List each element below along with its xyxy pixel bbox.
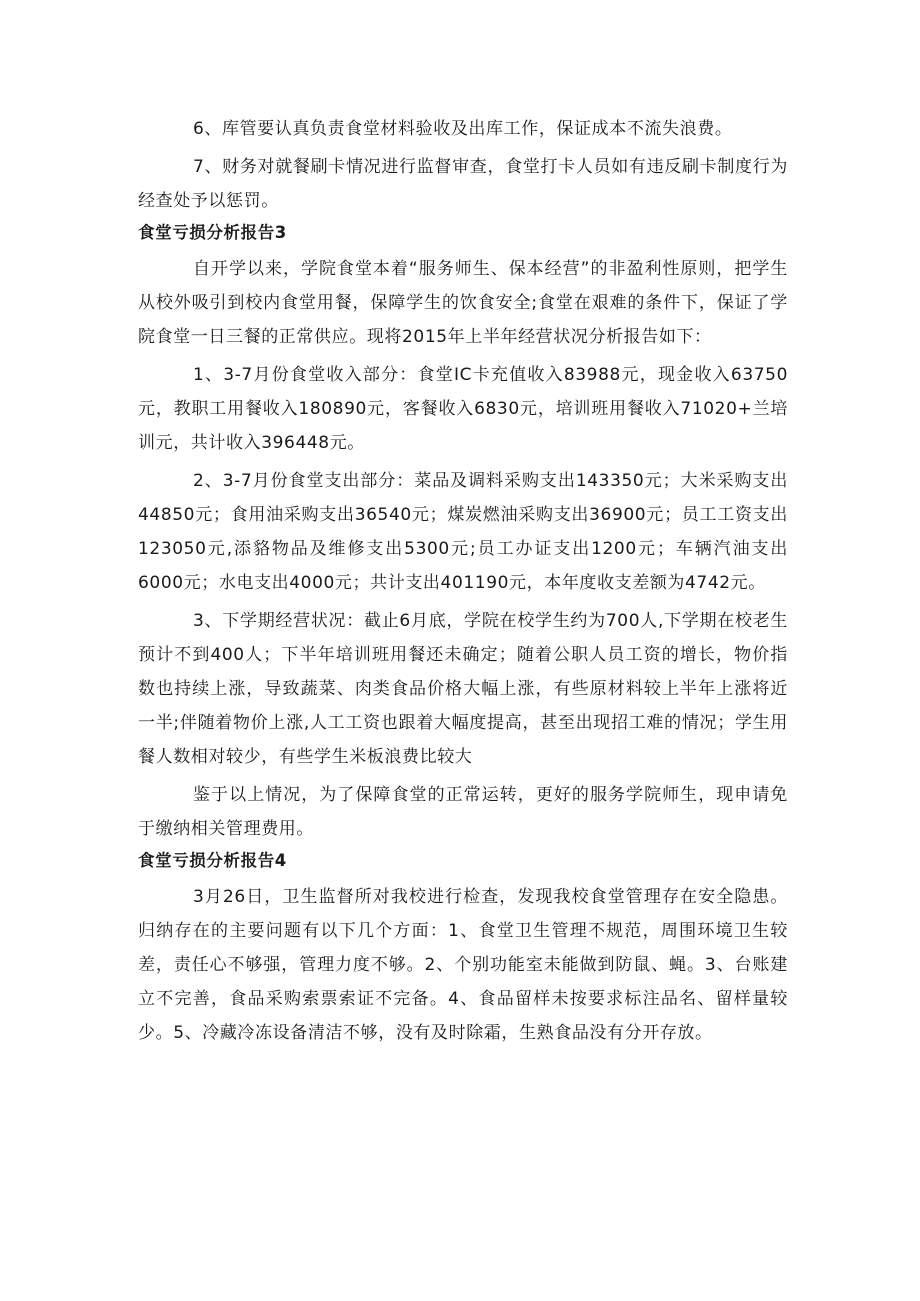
paragraph-income: 1、3-7月份食堂收入部分：食堂IC卡充值收入83988元，现金收入63750元，教职工用餐收入180890元，客餐收入6830元，培训班用餐收入71020+兰培训元，共计收入396448元。 [138,365,788,453]
section-heading-report-3: 食堂亏损分析报告3 [138,223,287,242]
document-page [138,112,788,1050]
paragraph-request: 鉴于以上情况，为了保障食堂的正常运转，更好的服务学院师生，现申请免于缴纳相关管理费用。 [138,785,788,839]
paragraph-inspection: 3月26日，卫生监督所对我校进行检查，发现我校食堂管理存在安全隐患。归纳存在的主要问题有以下几个方面：1、食堂卫生管理不规范，周围环境卫生较差，责任心不够强，管理力度不够。2、个别功能室未能做到防鼠、蝇。3、台账建立不完善，食品采购索票索证不完备。4、食品留样未按要求标注品名、留样量较少。5、冷藏冷冻设备清洁不够，没有及时除霜，生熟食品没有分开存放。 [138,887,788,1043]
paragraph-next-term: 3、下学期经营状况：截止6月底，学院在校学生约为700人,下学期在校老生预计不到400人；下半年培训班用餐还未确定；随着公职人员工资的增长，物价指数也持续上涨，导致蔬菜、肉类食品价格大幅上涨，有些原材料较上半年上涨将近一半;伴随着物价上涨,人工工资也跟着大幅度提高，甚至出现招工难的情况；学生用餐人数相对较少，有些学生米板浪费比较大 [138,611,788,767]
paragraph-intro: 自开学以来，学院食堂本着“服务师生、保本经营”的非盈利性原则，把学生从校外吸引到校内食堂用餐，保障学生的饮食安全;食堂在艰难的条件下，保证了学院食堂一日三餐的正常供应。现将2015年上半年经营状况分析报告如下： [138,259,788,347]
paragraph-item-7: 7、财务对就餐刷卡情况进行监督审查，食堂打卡人员如有违反刷卡制度行为经查处予以惩罚。 [138,157,788,211]
section-heading-report-4: 食堂亏损分析报告4 [138,851,287,870]
paragraph-item-6: 6、库管要认真负责食堂材料验收及出库工作，保证成本不流失浪费。 [193,119,733,139]
paragraph-expenses: 2、3-7月份食堂支出部分：菜品及调料采购支出143350元；大米采购支出44850元；食用油采购支出36540元；煤炭燃油采购支出36900元；员工工资支出123050元,添貉物品及维修支出5300元;员工办证支出1200元；车辆汽油支出6000元；水电支出4000元；共计支出401190元，本年度收支差额为4742元。 [138,471,788,593]
